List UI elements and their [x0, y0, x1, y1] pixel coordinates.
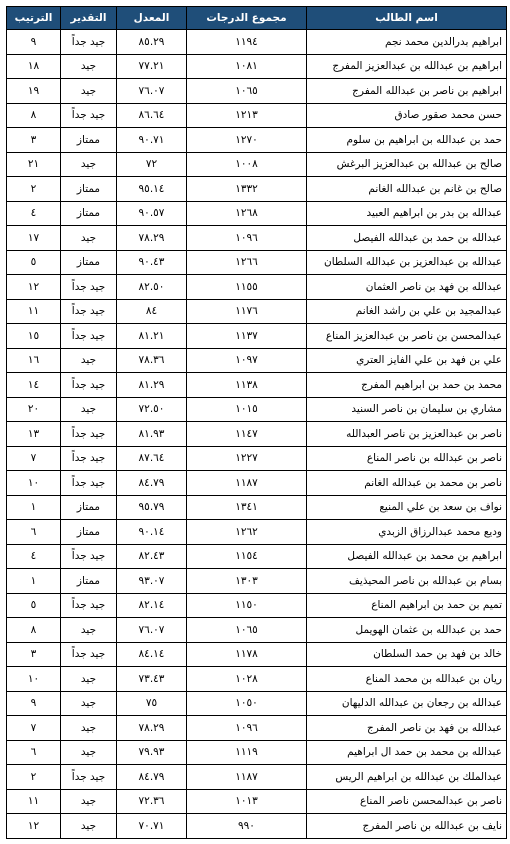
rank-cell: ١٢: [7, 275, 61, 300]
grade-cell: جيد: [61, 716, 117, 741]
table-row: [7, 30, 507, 55]
header-total: مجموع الدرجات: [187, 7, 307, 30]
table-row: [7, 618, 507, 643]
student-name-cell: حسن محمد صقور صادق: [307, 103, 507, 128]
results-table: [6, 6, 507, 839]
average-cell: ٧٣.٤٣: [117, 667, 187, 692]
rank-cell: ٣: [7, 642, 61, 667]
grade-cell: جيد جداً: [61, 765, 117, 790]
average-cell: ٩٥.٧٩: [117, 495, 187, 520]
total-cell: ١١٩٤: [187, 30, 307, 55]
total-cell: ١١٧٨: [187, 642, 307, 667]
grade-cell: ممتاز: [61, 128, 117, 153]
average-cell: ٨٥.٢٩: [117, 30, 187, 55]
average-cell: ٧٠.٧١: [117, 814, 187, 839]
total-cell: ٩٩٠: [187, 814, 307, 839]
total-cell: ١١٧٦: [187, 299, 307, 324]
table-row: [7, 324, 507, 349]
grade-cell: ممتاز: [61, 569, 117, 594]
average-cell: ٩٣.٠٧: [117, 569, 187, 594]
table-row: [7, 569, 507, 594]
average-cell: ٧٩.٩٣: [117, 740, 187, 765]
rank-cell: ١: [7, 495, 61, 520]
rank-cell: ٢١: [7, 152, 61, 177]
student-name-cell: ابراهيم بن محمد بن عبدالله الفيصل: [307, 544, 507, 569]
total-cell: ١٠٩٦: [187, 716, 307, 741]
average-cell: ٧٨.٣٦: [117, 348, 187, 373]
rank-cell: ١٠: [7, 667, 61, 692]
rank-cell: ٩: [7, 30, 61, 55]
rank-cell: ٧: [7, 446, 61, 471]
grade-cell: جيد جداً: [61, 544, 117, 569]
average-cell: ٩٠.٤٣: [117, 250, 187, 275]
total-cell: ١٠٢٨: [187, 667, 307, 692]
total-cell: ١١٤٧: [187, 422, 307, 447]
rank-cell: ١٥: [7, 324, 61, 349]
student-name-cell: عبدالمحسن بن ناصر بن عبدالعزيز المناع: [307, 324, 507, 349]
total-cell: ١٠١٥: [187, 397, 307, 422]
student-name-cell: محمد بن حمد بن ابراهيم المفرج: [307, 373, 507, 398]
rank-cell: ٢: [7, 765, 61, 790]
student-name-cell: ناصر بن محمد بن عبدالله الغانم: [307, 471, 507, 496]
student-name-cell: صالح بن عبدالله بن عبدالعزيز البرغش: [307, 152, 507, 177]
student-name-cell: عبدالله بن بدر بن ابراهيم العبيد: [307, 201, 507, 226]
student-name-cell: عبدالله بن فهد بن ناصر المفرج: [307, 716, 507, 741]
total-cell: ١٢٦٨: [187, 201, 307, 226]
grade-cell: جيد: [61, 814, 117, 839]
grade-cell: جيد جداً: [61, 446, 117, 471]
student-name-cell: خالد بن فهد بن حمد السلطان: [307, 642, 507, 667]
grade-cell: جيد جداً: [61, 593, 117, 618]
grade-cell: جيد جداً: [61, 324, 117, 349]
table-row: [7, 226, 507, 251]
grade-cell: جيد جداً: [61, 299, 117, 324]
student-name-cell: عبدالمجيد بن علي بن راشد الغانم: [307, 299, 507, 324]
average-cell: ٧٥: [117, 691, 187, 716]
table-body: [7, 30, 507, 839]
student-name-cell: تميم بن حمد بن ابراهيم المناع: [307, 593, 507, 618]
rank-cell: ٤: [7, 544, 61, 569]
header-average: المعدل: [117, 7, 187, 30]
student-name-cell: مشاري بن سليمان بن ناصر السنيد: [307, 397, 507, 422]
average-cell: ٧٢.٣٦: [117, 789, 187, 814]
grade-cell: جيد جداً: [61, 422, 117, 447]
grade-cell: جيد: [61, 348, 117, 373]
table-row: [7, 716, 507, 741]
total-cell: ١١٥٠: [187, 593, 307, 618]
table-row: [7, 128, 507, 153]
rank-cell: ٤: [7, 201, 61, 226]
rank-cell: ١٢: [7, 814, 61, 839]
student-name-cell: حمد بن عبدالله بن ابراهيم بن سلوم: [307, 128, 507, 153]
average-cell: ٨٢.٤٣: [117, 544, 187, 569]
rank-cell: ١٣: [7, 422, 61, 447]
average-cell: ٧٨.٢٩: [117, 716, 187, 741]
total-cell: ١٠٠٨: [187, 152, 307, 177]
table-row: [7, 275, 507, 300]
grade-cell: ممتاز: [61, 495, 117, 520]
grade-cell: جيد جداً: [61, 471, 117, 496]
total-cell: ١٣٠٣: [187, 569, 307, 594]
rank-cell: ٧: [7, 716, 61, 741]
student-name-cell: عبدالله بن حمد بن عبدالله الفيصل: [307, 226, 507, 251]
table-row: [7, 765, 507, 790]
table-row: [7, 373, 507, 398]
student-name-cell: بسام بن عبدالله بن ناصر المحيذيف: [307, 569, 507, 594]
table-row: [7, 103, 507, 128]
average-cell: ٧٦.٠٧: [117, 79, 187, 104]
table-row: [7, 471, 507, 496]
average-cell: ٧٢.٥٠: [117, 397, 187, 422]
rank-cell: ١٠: [7, 471, 61, 496]
student-name-cell: ناصر بن عبدالمحسن ناصر المناع: [307, 789, 507, 814]
student-name-cell: صالح بن غانم بن عبدالله الغانم: [307, 177, 507, 202]
student-name-cell: حمد بن عبدالله بن عثمان الهويمل: [307, 618, 507, 643]
total-cell: ١٢٦٢: [187, 520, 307, 545]
table-row: [7, 201, 507, 226]
average-cell: ٨١.٩٣: [117, 422, 187, 447]
table-row: [7, 250, 507, 275]
student-name-cell: عبدالله بن رجعان بن عبدالله الدليهان: [307, 691, 507, 716]
total-cell: ١١٥٤: [187, 544, 307, 569]
header-name: اسم الطالب: [307, 7, 507, 30]
rank-cell: ٨: [7, 103, 61, 128]
grade-cell: ممتاز: [61, 250, 117, 275]
total-cell: ١٢٢٧: [187, 446, 307, 471]
header-rank: الترتيب: [7, 7, 61, 30]
total-cell: ١٠٦٥: [187, 618, 307, 643]
rank-cell: ٦: [7, 520, 61, 545]
average-cell: ٧٨.٢٩: [117, 226, 187, 251]
total-cell: ١٠٩٦: [187, 226, 307, 251]
table-row: [7, 593, 507, 618]
grade-cell: جيد: [61, 397, 117, 422]
table-row: [7, 691, 507, 716]
student-name-cell: عبدالله بن محمد بن حمد ال ابراهيم: [307, 740, 507, 765]
student-name-cell: ابراهيم بن ناصر بن عبدالله المفرج: [307, 79, 507, 104]
average-cell: ٨١.٢١: [117, 324, 187, 349]
average-cell: ٨٧.٦٤: [117, 446, 187, 471]
table-row: [7, 299, 507, 324]
grade-cell: جيد: [61, 618, 117, 643]
rank-cell: ١٤: [7, 373, 61, 398]
rank-cell: ٩: [7, 691, 61, 716]
total-cell: ١٠٥٠: [187, 691, 307, 716]
total-cell: ١٢١٣: [187, 103, 307, 128]
rank-cell: ٢٠: [7, 397, 61, 422]
student-name-cell: ناصر بن عبدالله بن ناصر المناع: [307, 446, 507, 471]
student-name-cell: عبدالملك بن عبدالله بن ابراهيم الريس: [307, 765, 507, 790]
student-name-cell: عبدالله بن فهد بن ناصر العثمان: [307, 275, 507, 300]
average-cell: ٨٤.٧٩: [117, 471, 187, 496]
grade-cell: جيد: [61, 152, 117, 177]
total-cell: ١٠١٣: [187, 789, 307, 814]
grade-cell: جيد: [61, 691, 117, 716]
average-cell: ٩٥.١٤: [117, 177, 187, 202]
header-grade: التقدير: [61, 7, 117, 30]
grade-cell: جيد جداً: [61, 373, 117, 398]
table-row: [7, 667, 507, 692]
student-name-cell: نواف بن سعد بن علي المنيع: [307, 495, 507, 520]
table-row: [7, 814, 507, 839]
grade-cell: جيد جداً: [61, 30, 117, 55]
rank-cell: ١١: [7, 789, 61, 814]
student-name-cell: نايف بن عبدالله بن ناصر المفرج: [307, 814, 507, 839]
rank-cell: ٢: [7, 177, 61, 202]
average-cell: ٨٤.٧٩: [117, 765, 187, 790]
table-row: [7, 789, 507, 814]
grade-cell: جيد: [61, 226, 117, 251]
results-sheet: [6, 6, 506, 839]
student-name-cell: عبدالله بن عبدالعزيز بن عبدالله السلطان: [307, 250, 507, 275]
grade-cell: جيد: [61, 54, 117, 79]
rank-cell: ٨: [7, 618, 61, 643]
table-row: [7, 642, 507, 667]
total-cell: ١١٥٥: [187, 275, 307, 300]
grade-cell: ممتاز: [61, 520, 117, 545]
grade-cell: جيد: [61, 789, 117, 814]
grade-cell: جيد جداً: [61, 642, 117, 667]
rank-cell: ٥: [7, 250, 61, 275]
total-cell: ١١١٩: [187, 740, 307, 765]
header-row: [7, 7, 507, 30]
rank-cell: ٦: [7, 740, 61, 765]
table-row: [7, 740, 507, 765]
rank-cell: ١٧: [7, 226, 61, 251]
average-cell: ٧٦.٠٧: [117, 618, 187, 643]
total-cell: ١٠٩٧: [187, 348, 307, 373]
student-name-cell: وديع محمد عبدالرزاق الزبدي: [307, 520, 507, 545]
table-row: [7, 422, 507, 447]
rank-cell: ٣: [7, 128, 61, 153]
grade-cell: جيد جداً: [61, 103, 117, 128]
table-row: [7, 520, 507, 545]
grade-cell: جيد جداً: [61, 275, 117, 300]
average-cell: ٨٤: [117, 299, 187, 324]
average-cell: ٨٦.٦٤: [117, 103, 187, 128]
total-cell: ١٣٣٢: [187, 177, 307, 202]
rank-cell: ١٨: [7, 54, 61, 79]
average-cell: ٩٠.٥٧: [117, 201, 187, 226]
student-name-cell: ناصر بن عبدالعزيز بن ناصر العبدالله: [307, 422, 507, 447]
student-name-cell: ريان بن عبدالله بن محمد المناع: [307, 667, 507, 692]
table-row: [7, 152, 507, 177]
average-cell: ٩٠.٧١: [117, 128, 187, 153]
grade-cell: جيد: [61, 79, 117, 104]
total-cell: ١٢٦٦: [187, 250, 307, 275]
average-cell: ٧٢: [117, 152, 187, 177]
table-row: [7, 544, 507, 569]
average-cell: ٧٧.٢١: [117, 54, 187, 79]
average-cell: ٨١.٢٩: [117, 373, 187, 398]
total-cell: ١٠٦٥: [187, 79, 307, 104]
average-cell: ٩٠.١٤: [117, 520, 187, 545]
table-row: [7, 495, 507, 520]
table-row: [7, 54, 507, 79]
grade-cell: ممتاز: [61, 201, 117, 226]
rank-cell: ٥: [7, 593, 61, 618]
student-name-cell: ابراهيم بدرالدين محمد نجم: [307, 30, 507, 55]
rank-cell: ١١: [7, 299, 61, 324]
average-cell: ٨٤.١٤: [117, 642, 187, 667]
student-name-cell: علي بن فهد بن علي الفايز العتري: [307, 348, 507, 373]
student-name-cell: ابراهيم بن عبدالله بن عبدالعزيز المفرج: [307, 54, 507, 79]
table-row: [7, 177, 507, 202]
total-cell: ١١٣٧: [187, 324, 307, 349]
total-cell: ١١٨٧: [187, 765, 307, 790]
rank-cell: ١٦: [7, 348, 61, 373]
total-cell: ١٢٧٠: [187, 128, 307, 153]
total-cell: ١٣٤١: [187, 495, 307, 520]
rank-cell: ١: [7, 569, 61, 594]
table-row: [7, 446, 507, 471]
grade-cell: ممتاز: [61, 177, 117, 202]
total-cell: ١٠٨١: [187, 54, 307, 79]
total-cell: ١١٣٨: [187, 373, 307, 398]
average-cell: ٨٢.٥٠: [117, 275, 187, 300]
table-row: [7, 348, 507, 373]
rank-cell: ١٩: [7, 79, 61, 104]
table-row: [7, 397, 507, 422]
total-cell: ١١٨٧: [187, 471, 307, 496]
average-cell: ٨٢.١٤: [117, 593, 187, 618]
grade-cell: جيد: [61, 740, 117, 765]
table-row: [7, 79, 507, 104]
grade-cell: جيد: [61, 667, 117, 692]
